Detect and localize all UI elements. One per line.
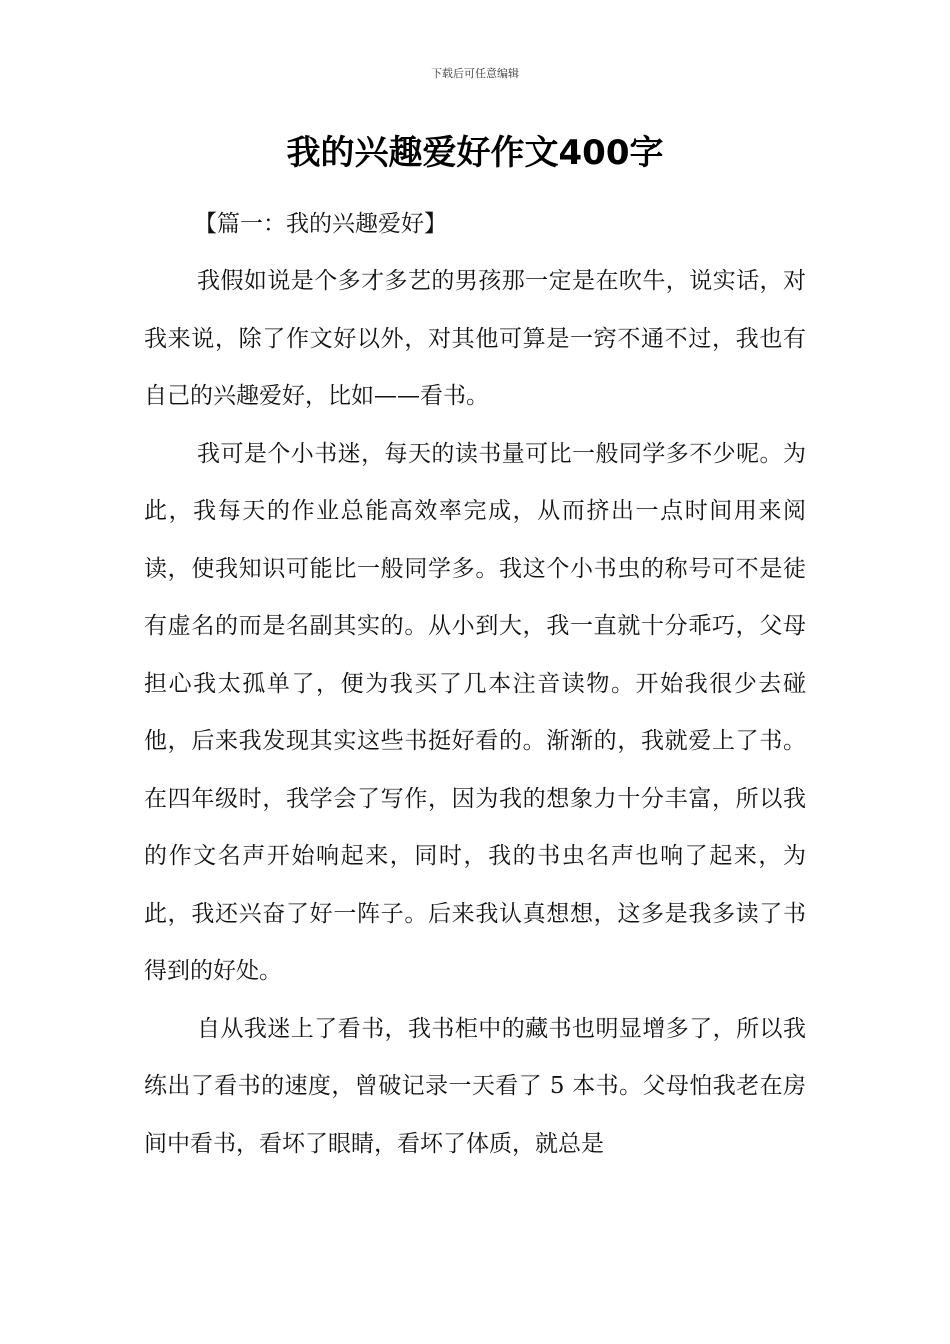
paragraph-1: 我假如说是个多才多艺的男孩那一定是在吹牛，说实话，对我来说，除了作文好以外，对其他可算是一窍不通不过，我也有自己的兴趣爱好，比如——看书。 — [144, 268, 806, 409]
document-body — [144, 196, 806, 1173]
header-note: 下载后可任意编辑 — [431, 67, 519, 80]
section-heading: 【篇一：我的兴趣爱好】 — [194, 211, 447, 237]
paragraph-2: 我可是个小书迷，每天的读书量可比一般同学多不少呢。为此，我每天的作业总能高效率完成，从而挤出一点时间用来阅读，使我知识可能比一般同学多。我这个小书虫的称号可不是徒有虚名的而是名副其实的。从小到大，我一直就十分乖巧，父母担心我太孤单了，便为我买了几本注音读物。开始我很少去碰他，后来我发现其实这些书挺好看的。渐渐的，我就爱上了书。在四年级时，我学会了写作，因为我的想象力十分丰富，所以我的作文名声开始响起来，同时，我的书虫名声也响了起来，为此，我还兴奋了好一阵子。后来我认真想想，这多是我多读了书得到的好处。 — [144, 440, 806, 984]
paragraph-3: 自从我迷上了看书，我书柜中的藏书也明显增多了，所以我练出了看书的速度，曾破记录一天看了 5 本书。父母怕我老在房间中看书，看坏了眼睛，看坏了体质，就总是 — [144, 1015, 806, 1157]
page-title: 我的兴趣爱好作文400字 — [286, 133, 664, 173]
